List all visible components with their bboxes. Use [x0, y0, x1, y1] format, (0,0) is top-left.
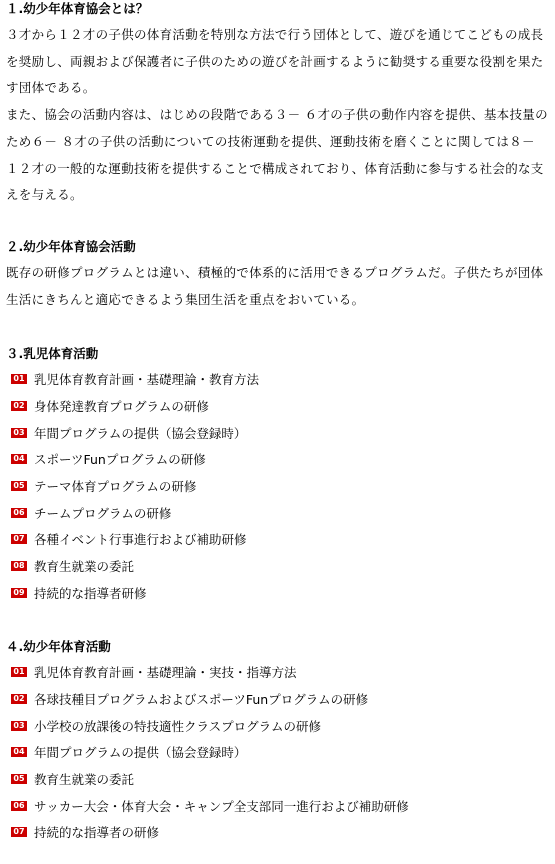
infant-activity-list — [6, 366, 551, 606]
list-item — [6, 393, 551, 420]
youth-activity-list — [6, 659, 551, 846]
list-item — [6, 580, 551, 607]
number-badge: 06 — [11, 508, 27, 518]
list-item — [6, 766, 551, 793]
section-heading-about: １.幼少年体育協会とは？ — [6, 1, 149, 16]
list-item-text: 年間プログラムの提供（協会登録時） — [34, 425, 247, 441]
list-item — [6, 366, 551, 393]
list-item — [6, 419, 551, 446]
number-badge: 06 — [11, 801, 27, 811]
list-item — [6, 553, 551, 580]
list-item-text: スポーツFunプログラムの研修 — [34, 452, 206, 468]
list-item-text: 乳児体育教育計画・基礎理論・教育方法 — [34, 372, 260, 388]
list-item — [6, 499, 551, 526]
number-badge: 08 — [11, 561, 27, 571]
section-youth — [6, 640, 551, 846]
list-item-text: サッカー大会・体育大会・キャンプ全支部同一進行および補助研修 — [34, 798, 409, 814]
number-badge: 07 — [11, 827, 27, 837]
section-activities — [6, 240, 551, 313]
activities-paragraph: 既存の研修プログラムとは違い、積極的で体系的に活用できるプログラムだ。子供たちが団体生活にきちんと適応できるよう集団生活を重点をおいている。 — [6, 265, 544, 307]
section-heading-youth: ４.幼少年体育活動 — [6, 639, 111, 654]
list-item — [6, 446, 551, 473]
number-badge: 05 — [11, 774, 27, 784]
number-badge: 02 — [11, 401, 27, 411]
section-heading-activities: ２.幼少年体育協会活動 — [6, 239, 136, 254]
list-item — [6, 792, 551, 819]
number-badge: 03 — [11, 721, 27, 731]
number-badge: 09 — [11, 588, 27, 598]
list-item — [6, 739, 551, 766]
list-item-text: 教育生就業の委託 — [34, 772, 135, 788]
number-badge: 04 — [11, 454, 27, 464]
list-item-text: 小学校の放課後の特技適性クラスプログラムの研修 — [34, 718, 322, 734]
about-paragraph-1: ３才から１２才の子供の体育活動を特別な方法で行う団体として、遊びを通じてこどもの成長を奨励し、両親および保護者に子供のための遊びを計画するように勧奨する重要な役割を果たす団体である。 — [6, 27, 544, 96]
section-infant — [6, 347, 551, 606]
number-badge: 01 — [11, 374, 27, 384]
number-badge: 05 — [11, 481, 27, 491]
list-item — [6, 473, 551, 500]
list-item — [6, 819, 551, 846]
list-item — [6, 686, 551, 713]
list-item-text: 乳児体育教育計画・基礎理論・実技・指導方法 — [34, 665, 297, 681]
list-item-text: 教育生就業の委託 — [34, 559, 135, 575]
list-item-text: 身体発達教育プログラムの研修 — [34, 399, 209, 415]
section-about — [6, 2, 551, 209]
list-item-text: テーマ体育プログラムの研修 — [34, 479, 197, 495]
number-badge: 07 — [11, 534, 27, 544]
list-item — [6, 712, 551, 739]
list-item — [6, 659, 551, 686]
list-item-text: 持続的な指導者の研修 — [34, 825, 160, 841]
number-badge: 01 — [11, 667, 27, 677]
list-item-text: 持続的な指導者研修 — [34, 585, 147, 601]
list-item — [6, 526, 551, 553]
list-item-text: 各球技種目プログラムおよびスポーツFunプログラムの研修 — [34, 692, 369, 708]
list-item-text: 年間プログラムの提供（協会登録時） — [34, 745, 247, 761]
number-badge: 04 — [11, 747, 27, 757]
section-heading-infant: ３.乳児体育活動 — [6, 346, 99, 361]
number-badge: 03 — [11, 428, 27, 438]
list-item-text: 各種イベント行事進行および補助研修 — [34, 532, 247, 548]
about-paragraph-2: また、協会の活動内容は、はじめの段階である３－ ６才の子供の動作内容を提供、基本技量のため６－ ８才の子供の活動についての技術運動を提供、運動技術を磨くことに関しては８－ １２才の一般的な運動技術を提供することで構成されており、体育活動に参与する社会的な支えを与える。 — [6, 107, 548, 203]
list-item-text: チームプログラムの研修 — [34, 505, 172, 521]
number-badge: 02 — [11, 694, 27, 704]
